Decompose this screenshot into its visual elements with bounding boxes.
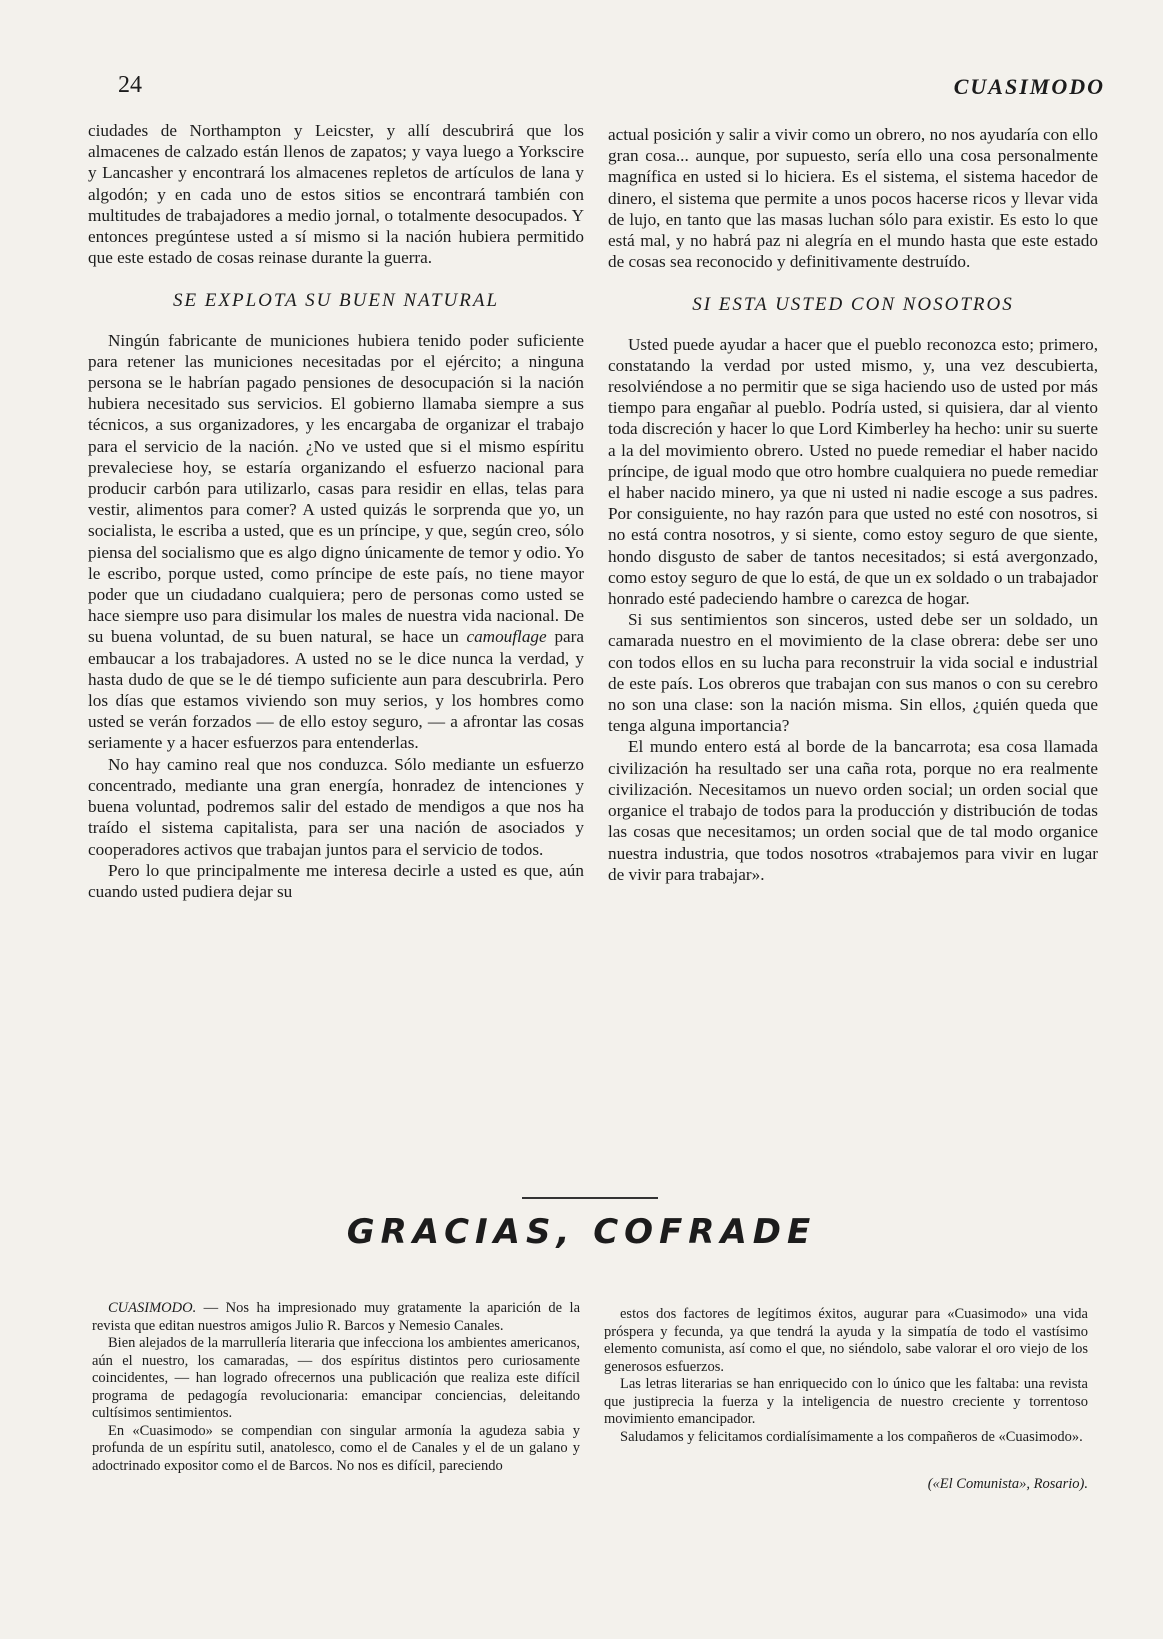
notice-left-column bbox=[92, 1300, 580, 1475]
text-run: — Nos ha impresionado muy gratamente la aparición de la revista que editan nuestros amigos Julio R. Barcos y Nemesio Canales. bbox=[92, 1300, 581, 1334]
article-paragraph: Pero lo que principalmente me interesa decirle a usted es que, aún cuando usted pudiera dejar su bbox=[88, 860, 584, 901]
article-right-column bbox=[608, 124, 1098, 885]
article-paragraph: Si sus sentimientos son sinceros, usted debe ser un soldado, un camarada nuestro en el movimiento de la clase obrera: debe ser uno con todos ellos en su lucha para reconstruir la vida social e industrial de este país. Los obreros que trabajan con sus manos o con su cerebro no son una clase: son la nación misma. Sin ellos, ¿quién queda que tenga alguna importancia? bbox=[608, 610, 1098, 736]
notice-headline: GRACIAS, COFRADE bbox=[346, 1212, 817, 1252]
article-paragraph bbox=[88, 330, 584, 754]
notice-lead: CUASIMODO. bbox=[108, 1300, 197, 1316]
notice-paragraph: Bien alejados de la marrullería literaria que infecciona los ambientes americanos, aún el nuestro, los camaradas, — dos espíritus distintos pero curiosamente coincidentes, — han logrado ofrecernos una publicación que realiza este difícil programa de pedagogía revolucionaria: emancipar conciencias, deleitando cultísimos sentimientos. bbox=[92, 1335, 580, 1421]
notice-paragraph bbox=[92, 1300, 580, 1335]
running-head: CUASIMODO bbox=[953, 74, 1105, 99]
article-paragraph: El mundo entero está al borde de la bancarrota; esa cosa llamada civilización ha resultado ser una caña rota, porque no era realmente civilización. Necesitamos un nuevo orden social; un orden social que organice el trabajo de todos para la producción y distribución de todas las cosas que necesitamos; un orden social que de tal modo organice nuestra industria, que todos nosotros «trabajemos para vivir en lugar de vivir para trabajar». bbox=[608, 737, 1098, 884]
text-run: para embaucar a los trabajadores. A usted no se le dice nunca la verdad, y hasta dudo de que se le dé tiempo suficiente aun para descubrirla. Pero los días que estamos viviendo son muy serios, y los hombres como usted se verán forzados — de ello estoy seguro, — a afrontar las cosas seriamente y a hacer esfuerzos para entenderlas. bbox=[88, 627, 585, 753]
text-run: Ningún fabricante de municiones hubiera tenido poder suficiente para retener las municiones necesitadas por el ejército; a ninguna persona se le habrían pagado pensiones de desocupación si la nación hubiera necesitado sus servicios. El gobierno llamaba siempre a sus técnicos, a sus organizadores, y les encargaba de organizar el trabajo para el servicio de la nación. ¿No ve usted que si el mismo espíritu prevaleciese hoy, se estaría organizando el esfuerzo nacional para producir carbón para utilizarlo, casas para residir en ellas, telas para vestir, alimentos para comer? A usted quizás le sorprenda que yo, un socialista, le escriba a usted, que es un príncipe, y que, según creo, sólo piensa del socialismo que es algo digno únicamente de temor y odio. Yo le escribo, porque usted, como príncipe de este país, no tiene mayor poder que un ciudadano cualquiera; pero de personas como usted se hace siempre uso para disimular los males de nuestra vida nacional. De su buena voluntad, de su buen natural, se hace un bbox=[88, 330, 584, 647]
article-paragraph: Usted puede ayudar a hacer que el pueblo reconozca esto; primero, constatando la verdad por usted mismo, y, una vez descubierta, resolviéndose a no permitir que se siga haciendo uso de usted por más tiempo para engañar al pueblo. Podría usted, si quisiera, dar al viento toda discreción y hacer lo que Lord Kimberley ha hecho: unir su suerte a la del movimiento obrero. Usted no puede remediar el haber nacido príncipe, de igual modo que otro hombre cualquiera no puede remediar el haber nacido minero, ya que ni usted ni nadie escoge a sus padres. Por consiguiente, no hay razón para que usted no esté con nosotros, si no está contra nosotros, y si siente, como estoy seguro de que siente, hondo disgusto de saber de tantos necesitados; si está avergonzado, como estoy seguro de que lo está, de que un ex soldado o un trabajador honrado esté padeciendo hambre o carezca de hogar. bbox=[608, 334, 1098, 609]
page-number: 24 bbox=[118, 72, 142, 98]
notice-paragraph: En «Cuasimodo» se compendian con singular armonía la agudeza sabia y profunda de un espíritu sutil, anatolesco, como el de Canales y el de un galano y adoctrinado expositor como el de Barcos. No nos es difícil, pareciendo bbox=[92, 1422, 580, 1474]
notice-signature: («El Comunista», Rosario). bbox=[927, 1476, 1088, 1492]
section-subhead: SE EXPLOTA SU BUEN NATURAL bbox=[172, 290, 500, 312]
article-left-column bbox=[88, 120, 584, 902]
article-paragraph: No hay camino real que nos conduzca. Sólo mediante un esfuerzo concentrado, mediante una gran energía, honradez de intenciones y buena voluntad, podremos salir del estado de mendigos a que nos ha traído el sistema capitalista, para ser una nación de asociados y cooperadores activos que trabajan juntos para el servicio de todos. bbox=[88, 754, 584, 859]
article-paragraph: actual posición y salir a vivir como un obrero, no nos ayudaría con ello gran cosa... aunque, por supuesto, sería ello una cosa personalmente magnífica en usted si lo hiciera. Es el sistema, el sistema hacedor de dinero, el sistema que permite a unos pocos hacerse ricos y llevar vida de lujo, en tanto que las masas luchan sólo para existir. Es esto lo que está mal, y no habrá paz ni alegría en el mundo hasta que este estado de cosas sea reconocido y definitivamente destruído. bbox=[608, 125, 1098, 272]
notice-paragraph: Las letras literarias se han enriquecido con lo único que les faltaba: una revista que justiprecia la fuerza y la inteligencia de nuestro creciente y torrentoso movimiento emancipador. bbox=[604, 1376, 1088, 1427]
section-subhead: SI ESTA USTED CON NOSOTROS bbox=[692, 294, 1014, 316]
notice-paragraph: estos dos factores de legítimos éxitos, augurar para «Cuasimodo» una vida próspera y fecunda, ya que tendrá la ayuda y la simpatía de todo el vastísimo elemento comunista, así como el que, no siéndolo, sabe valorar el oro viejo de los generosos esfuerzos. bbox=[604, 1306, 1088, 1375]
article-paragraph: ciudades de Northampton y Leicster, y allí descubrirá que los almacenes de calzado están llenos de zapatos; y vaya luego a Yorkscire y Lancasher y encontrará los almacenes repletos de artículos de lana y algodón; y en cada uno de estos sitios se encontrará también con multitudes de trabajadores a medio jornal, o totalmente desocupados. Y entonces pregúntese usted a sí mismo si la nación hubiera permitido que este estado de cosas reinase durante la guerra. bbox=[88, 121, 584, 268]
section-divider bbox=[522, 1197, 658, 1199]
notice-paragraph: Saludamos y felicitamos cordialísimamente a los compañeros de «Cuasimodo». bbox=[620, 1428, 1083, 1445]
notice-right-column bbox=[604, 1306, 1088, 1494]
italic-term: camouflage bbox=[466, 627, 547, 647]
